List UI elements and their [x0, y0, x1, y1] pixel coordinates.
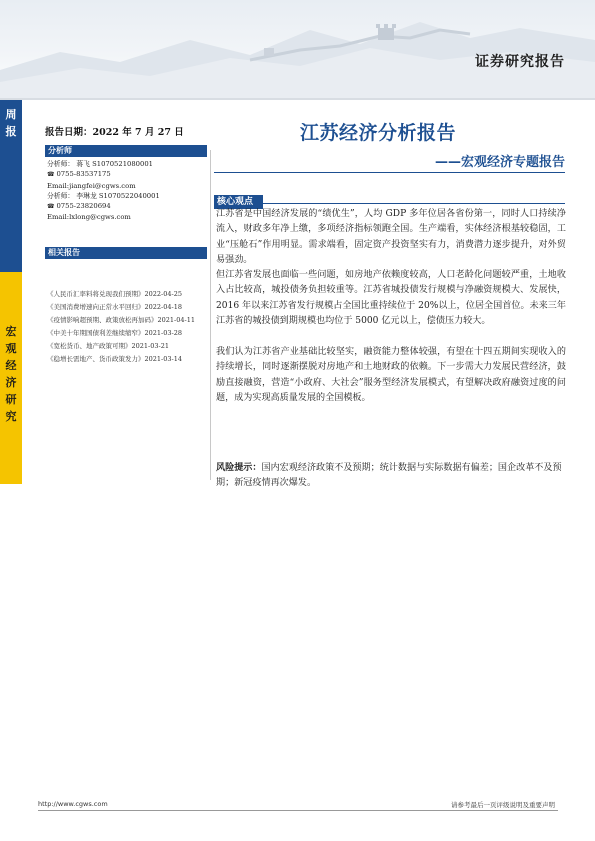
analyst-line: 分析师： 李琳龙 S1070522040001	[47, 191, 160, 200]
footer-website-link[interactable]: http://www.cgws.com	[38, 800, 108, 808]
side-label-weekly: 周报	[5, 108, 17, 138]
report-title: 江苏经济分析报告	[300, 122, 457, 144]
core-views-header	[214, 189, 565, 207]
related-reports-list	[47, 289, 207, 368]
side-label-category: 宏观经济研究	[5, 325, 17, 423]
related-report-item[interactable]: 《稳增长需地产、货币政策发力》2021-03-14	[47, 355, 182, 364]
related-report-item[interactable]: 《人民币汇率料将兑现我们预期》2022-04-25	[47, 290, 182, 298]
related-report-item[interactable]: 《美国消费增速向正常水平回归》2022-04-18	[47, 303, 182, 312]
analysts-heading: 分析师	[45, 145, 207, 157]
report-type-label: 证券研究报告	[475, 54, 565, 70]
related-report-item[interactable]: 《疫情影响超预期、政策放松再加码》2021-04-11	[47, 316, 195, 325]
phone-icon: ☎	[47, 203, 55, 211]
footer-divider	[38, 810, 558, 811]
great-wall-illustration	[0, 0, 595, 100]
footer-disclaimer-note: 请参考最后一页评级说明及重要声明	[451, 801, 555, 809]
risk-text: 国内宏观经济政策不及预期；统计数据与实际数据有偏差；国企改革不及预期；新冠疫情再次爆发。	[216, 463, 562, 489]
analyst-email[interactable]: Email:lxlong@cgws.com	[47, 213, 131, 222]
header-banner	[0, 0, 595, 100]
phone-icon: ☎	[47, 171, 55, 179]
analyst-phone-number: 0755-23820694	[56, 202, 111, 211]
analyst-phone	[47, 169, 212, 180]
related-reports-heading: 相关报告	[45, 247, 207, 259]
analyst-email[interactable]: Email:jiangfei@cgws.com	[47, 181, 136, 190]
column-divider	[210, 150, 211, 480]
core-paragraph: 但江苏省发展也面临一些问题，如房地产依赖度较高，人口老龄化问题较严重，土地收入占比较高，城投债务负担较重等。江苏省城投债发行规模与净融资规模大、发展快，2016 年以来江苏省发行规模占全国比重持续位于 20%以上，位居全国首位。未来三年江苏省的城投债到期规模也均位于 5000 亿元以上，偿债压力较大。	[216, 270, 566, 327]
banner-divider	[0, 98, 595, 100]
risk-label: 风险提示：	[216, 462, 262, 473]
core-views-heading: 核心观点	[214, 195, 263, 209]
analyst-line: 分析师： 蒋飞 S1070521080001	[47, 160, 153, 168]
analyst-phone	[47, 201, 212, 212]
risk-warning	[216, 460, 566, 492]
related-report-item[interactable]: 《中美十年期国债利差继续缩窄》2021-03-28	[47, 329, 182, 338]
report-subtitle: ——宏观经济专题报告	[434, 155, 565, 170]
core-paragraph: 我们认为江苏省产业基础比较坚实，融资能力整体较强，有望在十四五期间实现收入的持续增长，同时逐渐摆脱对房地产和土地财政的依赖。下一步需大力发展民营经济，鼓励直接融资，营造“小政府、大社会”服务型经济发展模式，有望解决政府融资过度的问题，成为实现高质量发展的全国模板。	[216, 347, 566, 404]
title-divider	[214, 172, 565, 173]
analyst-info	[47, 159, 212, 223]
report-date: 报告日期：2022 年 7 月 27 日	[45, 127, 184, 138]
analyst-phone-number: 0755-83537175	[56, 170, 111, 179]
core-paragraph: 江苏省是中国经济发展的“绩优生”，人均 GDP 多年位居各省份第一，同时人口持续净流入，财政多年净上缴，多项经济指标领跑全国。生产端看，实体经济根基较稳固，工业“压舱石”作用明显。需求端看，固定资产投资坚实有力，消费潜力逐步提升，对外贸易强劲。	[216, 209, 566, 266]
related-report-item[interactable]: 《宽松货币、地产政策可期》2021-03-21	[47, 342, 169, 351]
